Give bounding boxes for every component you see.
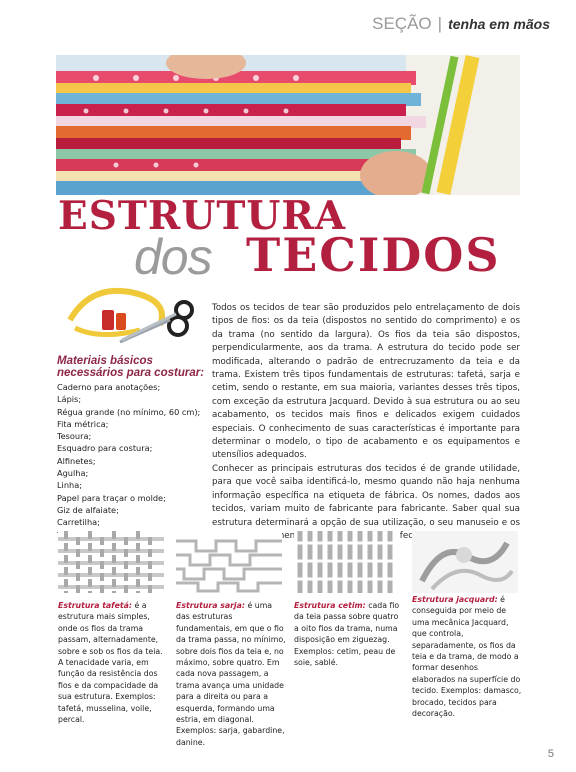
- material-item: Carretilha;: [57, 517, 100, 528]
- material-item: Esquadro para costura;: [57, 443, 153, 454]
- caption-label: Estrutura jacquard:: [412, 595, 498, 604]
- title-connector: dos: [134, 229, 212, 285]
- section-header: [372, 14, 550, 34]
- subsection-label: tenha em mãos: [448, 16, 550, 32]
- sewing-tools-illustration: [60, 280, 200, 352]
- caption-jacquard-weave: [412, 594, 522, 719]
- body-paragraph-1: Todos os tecidos de tear são produzidos pelo entrelaçamento de dois tipos de fios: os da teia (dispostos no sentido do comprimento) e os da trama (no sentido da largura). Os fios da teia são dispostos, perpendicularmente, aos da trama. A estrutura do tecido pode ser modificada, alterando o padrão de entrecruzamento da teia e da trama. Existem três tipos fundamentais de estruturas: tafetá, sarja e cetim, sendo o restante, em sua maioria, variantes desses três tipos, com exceção da estrutura Jacquard. Devido à sua estrutura ou ao seu acabamento, os tecidos mais finos e delicados exigem cuidados especiais. O conhecimento de suas características é importante para determinar o modelo, o tipo de acabamento e os equipamentos e utensílios adequados.: [212, 303, 520, 461]
- satin-weave-icon: [294, 531, 400, 593]
- title-line-2: TECIDOS: [246, 228, 501, 282]
- material-item: Giz de alfaiate;: [57, 504, 119, 515]
- material-item: Papel para traçar o molde;: [57, 492, 166, 503]
- plain-weave-illustration: [58, 531, 164, 593]
- material-item: Caderno para anotações;: [57, 382, 161, 392]
- caption-label: Estrutura cetim:: [294, 601, 366, 610]
- satin-weave-illustration: [294, 531, 400, 593]
- title-line-1: ESTRUTURA: [58, 193, 347, 239]
- caption-label: Estrutura tafetá:: [58, 601, 132, 610]
- caption-twill-weave: [176, 600, 286, 748]
- material-item: Alfinetes;: [57, 455, 96, 466]
- jacquard-weave-icon: [412, 531, 518, 593]
- caption-label: Estrutura sarja:: [176, 601, 245, 610]
- material-item: Agulha;: [57, 468, 89, 479]
- caption-text: é conseguida por meio de uma mecânica Jacquard, que controla, separadamente, os fios da teia e da trama, de modo a formar desenhos elaborados na superfície do tecido. Exemplos: damasco, brocado, tecidos para decoração.: [412, 595, 522, 719]
- caption-text: é uma das estruturas fundamentais, em que o fio da trama passa, no mínimo, sobre dois fios da teia e, no máximo, sobre quatro. Em cada nova passagem, a trama avança uma unidade para a direita ou para a esquerda, formando uma estria, em diagonal. Exemplos: sarja, gabardine, danine.: [176, 601, 286, 747]
- caption-text: é a estrutura mais simples, onde os fios da trama passam, alternadamente, sobre e sob os fios da teia. A tenacidade varia, em função da resistência dos fios e da compacidade da sua estrutura. Exemplos: tafetá, musselina, voile, percal.: [58, 601, 163, 725]
- caption-satin-weave: [294, 600, 404, 668]
- twill-weave-illustration: [176, 531, 282, 593]
- materials-list: [57, 355, 207, 541]
- jacquard-weave-illustration: [412, 531, 518, 593]
- body-paragraph-2: Conhecer as principais estruturas dos tecidos é de grande utilidade, para que você saiba identificá-lo, mesmo quando não haja nenhuma informação específica na etiqueta de fábrica. Os nomes, dados aos tecidos, variam muito de fabricante para fabricante. Saber qual sua estrutura determinará a opção de sua utilização, o seu manuseio e os confecção.: [212, 463, 520, 541]
- article-body: [212, 302, 520, 543]
- section-separator: |: [437, 14, 443, 33]
- twill-weave-icon: [176, 531, 282, 593]
- sewing-tools-icon: [60, 280, 200, 352]
- stacked-fabrics-photo-icon: [56, 55, 520, 195]
- hero-fabrics-photo: [56, 55, 520, 195]
- material-item: Lápis;: [57, 394, 82, 405]
- section-label: SEÇÃO: [372, 14, 432, 33]
- caption-text: cada fio da teia passa sobre quatro a oito fios da trama, numa disposição em ziguezag. Exemplos: cetim, peau de soie, sablé.: [294, 601, 400, 668]
- material-item: Régua grande (no mínimo, 60 cm);: [57, 406, 201, 417]
- material-item: Fita métrica;: [57, 418, 109, 429]
- page-number: 5: [547, 748, 554, 760]
- materials-heading: Materiais básicos necessários para costurar:: [57, 355, 205, 379]
- material-item: Linha;: [57, 480, 82, 491]
- materials-items: [57, 381, 207, 541]
- plain-weave-icon: [58, 531, 164, 593]
- material-item: Tesoura;: [57, 431, 92, 442]
- caption-plain-weave: [58, 600, 168, 725]
